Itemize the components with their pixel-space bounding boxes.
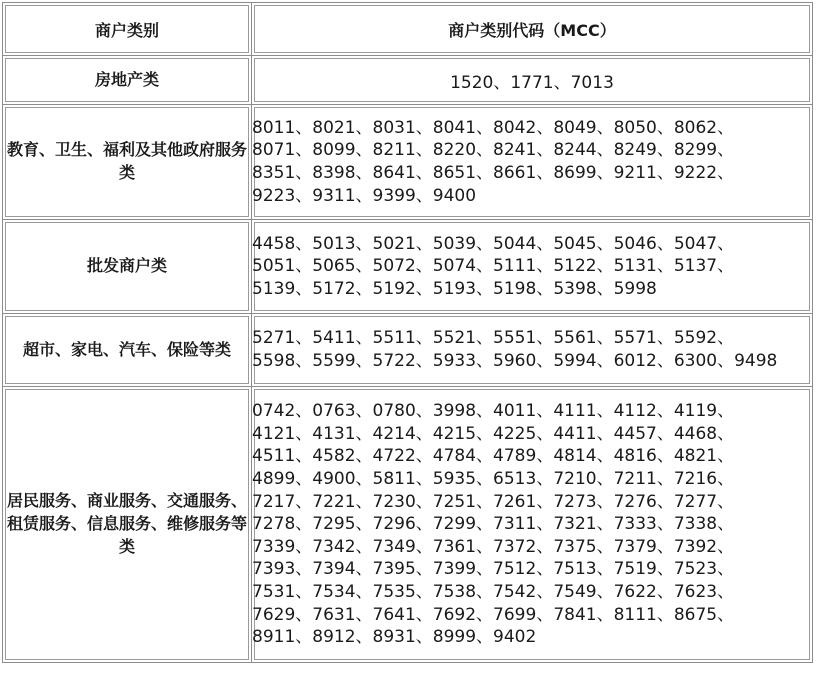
codes-line: 7393、7394、7395、7399、7512、7513、7519、7523、 bbox=[252, 559, 735, 580]
codes-line: 0742、0763、0780、3998、4011、4111、4112、4119、 bbox=[252, 401, 735, 422]
category-cell: 房地产类 bbox=[3, 56, 252, 105]
codes-line: 5598、5599、5722、5933、5960、5994、6012、6300、9498 bbox=[252, 351, 778, 371]
codes-line: 9223、9311、9399、9400 bbox=[252, 185, 477, 206]
category-label: 教育、卫生、福利及其他政府服务类 bbox=[6, 140, 247, 182]
codes-cell bbox=[252, 314, 813, 387]
codes-line: 8351、8398、8641、8651、8661、8699、9211、9222、 bbox=[252, 163, 735, 183]
codes-line: 7531、7534、7535、7538、7542、7549、7622、7623、 bbox=[252, 581, 735, 602]
table-row bbox=[3, 314, 813, 387]
codes-line: 5271、5411、5511、5521、5551、5561、5571、5592、 bbox=[252, 328, 735, 349]
codes-line: 5051、5065、5072、5074、5111、5122、5131、5137、 bbox=[252, 256, 735, 277]
table-row bbox=[3, 56, 813, 105]
codes-cell bbox=[252, 387, 813, 663]
mcc-table bbox=[2, 2, 813, 663]
header-category: 商户类别 bbox=[3, 3, 252, 56]
codes-line: 4121、4131、4214、4215、4225、4411、4457、4468、 bbox=[252, 423, 735, 444]
codes-line: 5139、5172、5192、5193、5198、5398、5998 bbox=[252, 278, 657, 299]
category-cell bbox=[3, 105, 252, 220]
category-cell: 批发商户类 bbox=[3, 220, 252, 314]
header-mcc-code: 商户类别代码（MCC） bbox=[252, 3, 813, 56]
table-header-row bbox=[3, 3, 813, 56]
codes-line: 8011、8021、8031、8041、8042、8049、8050、8062、 bbox=[252, 117, 735, 138]
codes-line: 7629、7631、7641、7692、7699、7841、8111、8675、 bbox=[252, 604, 735, 625]
codes-line: 1520、1771、7013 bbox=[450, 72, 614, 93]
codes-cell bbox=[252, 56, 813, 105]
codes-line: 4458、5013、5021、5039、5044、5045、5046、5047、 bbox=[252, 233, 735, 254]
codes-line: 8911、8912、8931、8999、9402 bbox=[252, 627, 537, 648]
codes-cell bbox=[252, 105, 813, 220]
table-row bbox=[3, 387, 813, 663]
codes-line: 8071、8099、8211、8220、8241、8244、8249、8299、 bbox=[252, 140, 735, 161]
table-row bbox=[3, 105, 813, 220]
codes-line: 7339、7342、7349、7361、7372、7375、7379、7392、 bbox=[252, 536, 735, 557]
table-row bbox=[3, 220, 813, 314]
codes-line: 4899、4900、5811、5935、6513、7210、7211、7216、 bbox=[252, 469, 735, 490]
codes-line: 4511、4582、4722、4784、4789、4814、4816、4821、 bbox=[252, 446, 735, 467]
codes-cell bbox=[252, 220, 813, 314]
codes-line: 7217、7221、7230、7251、7261、7273、7276、7277、 bbox=[252, 491, 735, 512]
codes-line: 7278、7295、7296、7299、7311、7321、7333、7338、 bbox=[252, 514, 735, 535]
category-cell: 居民服务、商业服务、交通服务、租赁服务、信息服务、维修服务等类 bbox=[3, 387, 252, 663]
category-cell: 超市、家电、汽车、保险等类 bbox=[3, 314, 252, 387]
